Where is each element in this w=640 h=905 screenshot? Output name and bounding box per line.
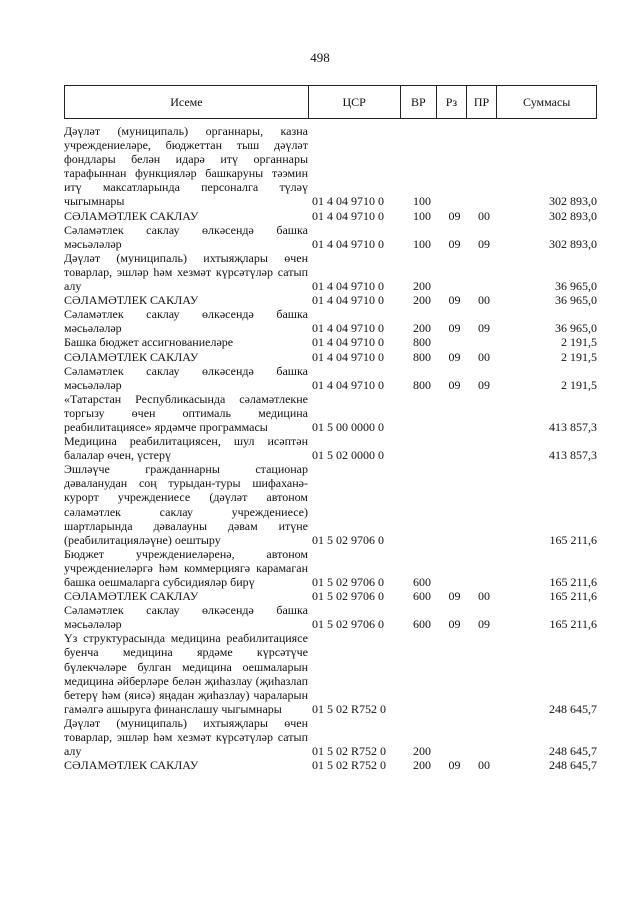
cell-vr: 200 (413, 279, 431, 294)
table-row (64, 223, 597, 251)
table-row (64, 364, 597, 392)
table-row (64, 716, 597, 758)
cell-vr: 200 (413, 758, 431, 773)
cell-name: Үз структурасында медицина реабилитациясе буенча медицина ярдәме күрсәтүче бүлекчәләре булган медицина оешмаларын медицина әйберләре белән җиһазлау (җиһазлап бетерү һәм (яисә) яңадан җиһазлау) чараларын гамәлгә ашыруга финанслашу чыгымнары (64, 631, 308, 716)
table-row (64, 350, 597, 364)
cell-name: Дәүләт (муниципаль) ихтыяҗлары өчен товарлар, эшләр һәм хезмәт күрсәтүләр сатып алу (64, 715, 308, 759)
cell-name: Сәламәтлек саклау өлкәсендә башка мәсьәләләр (64, 363, 308, 392)
cell-sum: 165 211,6 (549, 589, 597, 604)
cell-sum: 165 211,6 (549, 617, 597, 632)
cell-vr: 100 (413, 194, 431, 209)
table-body (64, 124, 597, 772)
cell-name: Сәламәтлек саклау өлкәсендә башка мәсьәләләр (64, 307, 308, 336)
header-csr: ЦСР (309, 86, 401, 118)
table-header (64, 85, 597, 119)
cell-vr: 100 (413, 236, 431, 251)
cell-vr: 600 (413, 589, 431, 604)
cell-name: Башка бюджет ассигнованиеләре (64, 335, 234, 350)
cell-csr: 01 4 04 9710 0 (312, 279, 384, 294)
cell-csr: 01 5 02 9706 0 (312, 575, 384, 589)
cell-vr: 800 (413, 377, 431, 392)
table-row (64, 293, 597, 307)
cell-pr: 09 (478, 236, 490, 251)
cell-name: СӘЛАМӘТЛЕК САКЛАУ (64, 349, 199, 364)
page-number: 498 (310, 50, 330, 65)
cell-csr: 01 4 04 9710 0 (312, 293, 384, 308)
table-row (64, 547, 597, 589)
cell-pr: 09 (478, 617, 490, 632)
header-pr: ПР (467, 86, 498, 118)
cell-vr: 600 (413, 617, 431, 632)
cell-csr: 01 5 02 9706 0 (312, 532, 384, 547)
header-sum: Суммасы (522, 94, 571, 109)
cell-sum: 2 191,5 (561, 377, 597, 392)
cell-sum: 165 211,6 (549, 532, 597, 547)
cell-pr: 00 (478, 293, 490, 308)
cell-sum: 2 191,5 (561, 349, 597, 364)
cell-csr: 01 5 02 9706 0 (312, 589, 384, 604)
cell-name: СӘЛАМӘТЛЕК САКЛАУ (64, 208, 199, 223)
cell-csr: 01 4 04 9710 0 (312, 321, 384, 336)
cell-csr: 01 4 04 9710 0 (312, 236, 384, 251)
cell-csr: 01 5 02 0000 0 (312, 448, 384, 463)
cell-rz: 09 (448, 617, 461, 632)
cell-name: Эшләүче гражданнарны стационар дәваланудан соң турыдан-туры шифаханә-курорт учреждениесе (дәүләт автоном сәламәтлек саклау учреждениесе) шартларында дәвалауны дәвам итүне (реабилитацияләүне) оештыру (64, 462, 308, 547)
cell-vr: 200 (413, 321, 431, 336)
cell-rz: 09 (448, 758, 461, 773)
cell-name: Бюджет учреждениеләренә, автоном учреждениеләргә һәм коммерциягә карамаган башка оешмаларга субсидияләр бирү (64, 546, 308, 589)
cell-rz: 09 (448, 321, 461, 336)
table-row (64, 631, 597, 716)
cell-pr: 00 (478, 349, 490, 364)
header-rz: Рз (437, 86, 467, 118)
cell-vr: 800 (413, 349, 431, 364)
table-row (64, 307, 597, 335)
table-row (64, 434, 597, 462)
cell-rz: 09 (448, 236, 461, 251)
cell-sum: 36 965,0 (555, 279, 597, 294)
cell-vr: 600 (413, 575, 431, 589)
header-name: Исеме (65, 86, 309, 118)
cell-sum: 248 645,7 (549, 758, 597, 773)
header-vr: ВР (401, 86, 438, 118)
cell-name: Дәүләт (муниципаль) органнары, казна учреждениеләре, бюджеттан тыш дәүләт фондлары белән идарә итү органнары тарафыннан функцияләр башкаруны тәэмин итү максатларында персоналга түләү чыгымнары (64, 124, 308, 209)
cell-sum: 36 965,0 (555, 321, 597, 336)
cell-sum: 413 857,3 (549, 419, 597, 434)
cell-pr: 00 (478, 589, 490, 604)
cell-pr: 00 (478, 208, 490, 223)
cell-rz: 09 (448, 293, 461, 308)
cell-csr: 01 4 04 9710 0 (312, 194, 384, 209)
table-row (64, 758, 597, 772)
table-row (64, 589, 597, 603)
cell-csr: 01 4 04 9710 0 (312, 335, 384, 350)
cell-sum: 36 965,0 (555, 293, 597, 308)
cell-sum: 302 893,0 (549, 208, 597, 223)
cell-vr: 800 (413, 335, 431, 350)
cell-name: СӘЛАМӘТЛЕК САКЛАУ (64, 758, 199, 773)
table-row (64, 209, 597, 223)
cell-name: Сәламәтлек саклау өлкәсендә башка мәсьәләләр (64, 222, 308, 251)
table-row (64, 335, 597, 349)
cell-csr: 01 4 04 9710 0 (312, 349, 384, 364)
cell-csr: 01 5 02 R752 0 (312, 758, 387, 773)
cell-csr: 01 5 02 R752 0 (312, 744, 387, 759)
cell-sum: 248 645,7 (549, 744, 597, 759)
cell-sum: 165 211,6 (549, 575, 597, 589)
cell-name: Медицина реабилитациясен, шул исәптән балалар өчен, үстерү (64, 434, 308, 463)
table-row (64, 603, 597, 631)
cell-vr: 200 (413, 744, 431, 759)
cell-csr: 01 4 04 9710 0 (312, 377, 384, 392)
cell-rz: 09 (448, 589, 461, 604)
cell-pr: 09 (478, 377, 490, 392)
cell-sum: 2 191,5 (561, 335, 597, 350)
cell-pr: 09 (478, 321, 490, 336)
cell-sum: 302 893,0 (549, 194, 597, 209)
cell-name: СӘЛАМӘТЛЕК САКЛАУ (64, 589, 199, 604)
cell-rz: 09 (448, 208, 461, 223)
cell-csr: 01 5 02 R752 0 (312, 701, 387, 716)
table-row (64, 251, 597, 293)
table-row (64, 124, 597, 209)
table-row (64, 462, 597, 547)
cell-sum: 302 893,0 (549, 236, 597, 251)
cell-csr: 01 4 04 9710 0 (312, 208, 384, 223)
cell-sum: 413 857,3 (549, 448, 597, 463)
cell-sum: 248 645,7 (549, 701, 597, 716)
cell-name: «Татарстан Республикасында сәламәтлекне торгызу өчен оптималь медицина реабилитациясе» ярдәмче программасы (64, 391, 308, 434)
cell-vr: 200 (413, 293, 431, 308)
table-row (64, 392, 597, 434)
cell-rz: 09 (448, 349, 461, 364)
cell-csr: 01 5 02 9706 0 (312, 617, 384, 632)
cell-rz: 09 (448, 377, 461, 392)
cell-vr: 100 (413, 208, 431, 223)
cell-csr: 01 5 00 0000 0 (312, 419, 384, 434)
cell-name: Дәүләт (муниципаль) ихтыяҗлары өчен товарлар, эшләр һәм хезмәт күрсәтүләр сатып алу (64, 250, 308, 294)
cell-name: Сәламәтлек саклау өлкәсендә башка мәсьәләләр (64, 603, 308, 632)
cell-pr: 00 (478, 758, 490, 773)
cell-name: СӘЛАМӘТЛЕК САКЛАУ (64, 293, 199, 308)
